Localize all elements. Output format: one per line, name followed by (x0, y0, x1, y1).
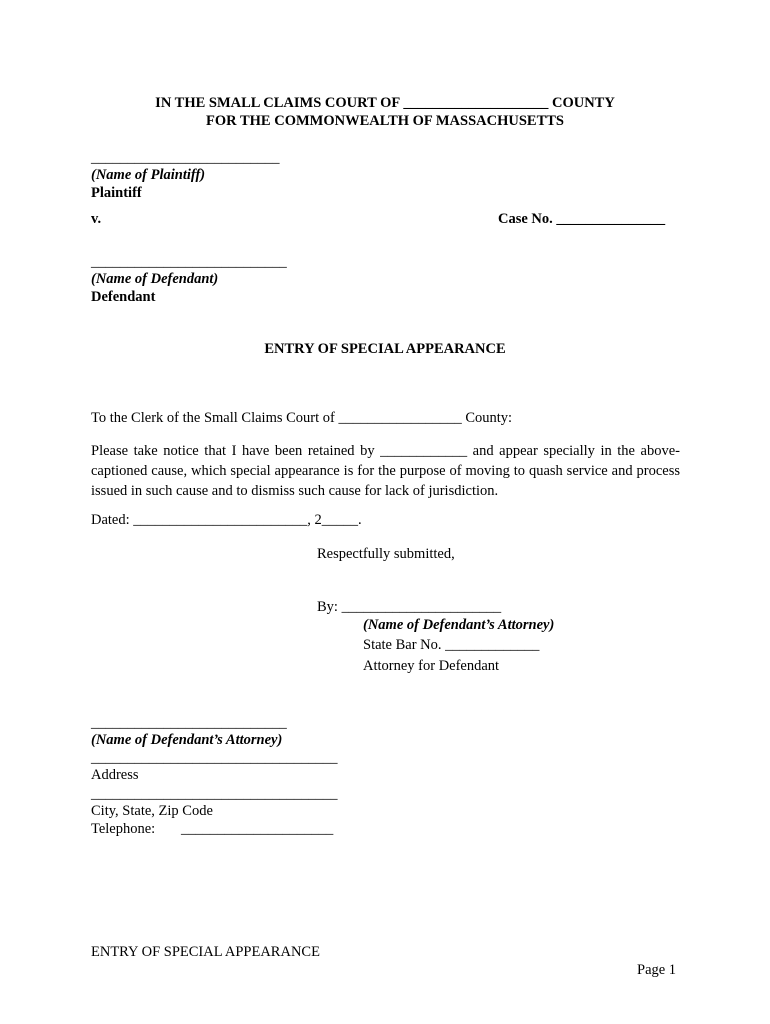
telephone-label: Telephone: (91, 821, 156, 837)
plaintiff-name-blank: __________________________ (91, 150, 280, 166)
notice-paragraph: Please take notice that I have been retained by ____________ and appear specially in the above-captioned cause, which special appearance is for the purpose of moving to quash service and process issued in such cause and to dismiss such cause for lack of jurisdiction. (91, 443, 680, 499)
attorney-role: Attorney for Defendant (363, 658, 500, 674)
defendant-name-label: (Name of Defendant) (91, 271, 219, 287)
telephone-blank: _____________________ (181, 821, 334, 837)
signature-attorney-label: (Name of Defendant’s Attorney) (363, 617, 555, 633)
footer-title: ENTRY OF SPECIAL APPEARANCE (91, 944, 320, 960)
attorney-name-label: (Name of Defendant’s Attorney) (91, 732, 283, 748)
closing: Respectfully submitted, (317, 546, 455, 562)
address-label: Address (91, 767, 139, 783)
defendant-role: Defendant (91, 289, 156, 305)
attorney-name-blank: ___________________________ (91, 715, 287, 731)
plaintiff-role: Plaintiff (91, 185, 142, 201)
plaintiff-name-label: (Name of Plaintiff) (91, 167, 206, 183)
defendant-name-blank: ___________________________ (91, 254, 287, 270)
city-blank: __________________________________ (91, 786, 338, 802)
state-bar-number: State Bar No. _____________ (363, 637, 540, 653)
case-number: Case No. _______________ (498, 211, 666, 227)
document-title: ENTRY OF SPECIAL APPEARANCE (264, 341, 506, 357)
city-label: City, State, Zip Code (91, 803, 213, 819)
address-blank: __________________________________ (91, 750, 338, 766)
dated-line: Dated: ________________________, 2_____. (91, 512, 362, 528)
court-header-line2: FOR THE COMMONWEALTH OF MASSACHUSETTS (206, 113, 564, 129)
salutation: To the Clerk of the Small Claims Court of _________________ County: (91, 410, 513, 426)
court-header-line1: IN THE SMALL CLAIMS COURT OF ____________________ COUNTY (155, 95, 615, 111)
signature-by-line: By: ______________________ (317, 599, 502, 615)
page-number: Page 1 (637, 962, 677, 978)
versus-label: v. (91, 211, 102, 227)
